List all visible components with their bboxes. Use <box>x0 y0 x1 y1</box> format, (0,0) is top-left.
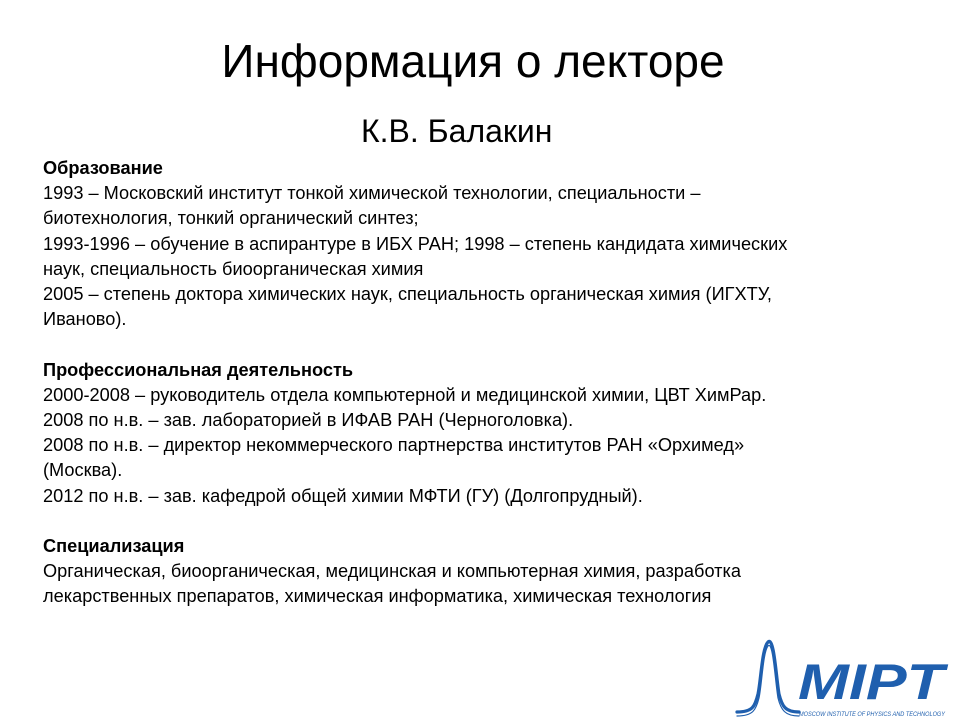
specialization-line: Органическая, биоорганическая, медицинская и компьютерная химия, разработка <box>43 561 741 582</box>
slide-title: Информация о лекторе <box>221 35 725 87</box>
section-specialization <box>43 534 933 610</box>
lecturer-name: К.В. Балакин <box>361 113 553 149</box>
logo-wordmark: MIPT <box>798 654 950 710</box>
section-heading-professional: Профессиональная деятельность <box>43 359 354 380</box>
education-line: биотехнология, тонкий органический синтез; <box>43 208 419 229</box>
logo-tagline: MOSCOW INSTITUTE OF PHYSICS AND TECHNOLOGY <box>799 712 946 718</box>
section-heading-specialization: Специализация <box>43 536 185 557</box>
professional-line: 2000-2008 – руководитель отдела компьютерной и медицинской химии, ЦВТ ХимРар. <box>43 384 767 405</box>
section-heading-education: Образование <box>43 158 163 178</box>
education-line: Иваново). <box>43 309 127 330</box>
mipt-wave-logo-icon <box>735 636 950 720</box>
lecturer-info <box>43 156 933 610</box>
section-professional <box>43 358 933 509</box>
professional-line: 2008 по н.в. – директор некоммерческого партнерства институтов РАН «Орхимед» <box>43 435 745 456</box>
education-line: 1993-1996 – обучение в аспирантуре в ИБХ РАН; 1998 – степень кандидата химических <box>43 233 788 254</box>
mipt-logo <box>735 636 950 720</box>
section-education <box>43 156 933 332</box>
education-line: наук, специальность биоорганическая химия <box>43 258 424 279</box>
education-line: 2005 – степень доктора химических наук, специальность органическая химия (ИГХТУ, <box>43 284 772 305</box>
specialization-line: лекарственных препаратов, химическая информатика, химическая технология <box>43 586 712 607</box>
education-line: 1993 – Московский институт тонкой химической технологии, специальности – <box>43 183 701 204</box>
professional-line: (Москва). <box>43 460 123 481</box>
professional-line: 2012 по н.в. – зав. кафедрой общей химии МФТИ (ГУ) (Долгопрудный). <box>43 485 643 506</box>
professional-line: 2008 по н.в. – зав. лабораторией в ИФАВ РАН (Черноголовка). <box>43 410 574 431</box>
